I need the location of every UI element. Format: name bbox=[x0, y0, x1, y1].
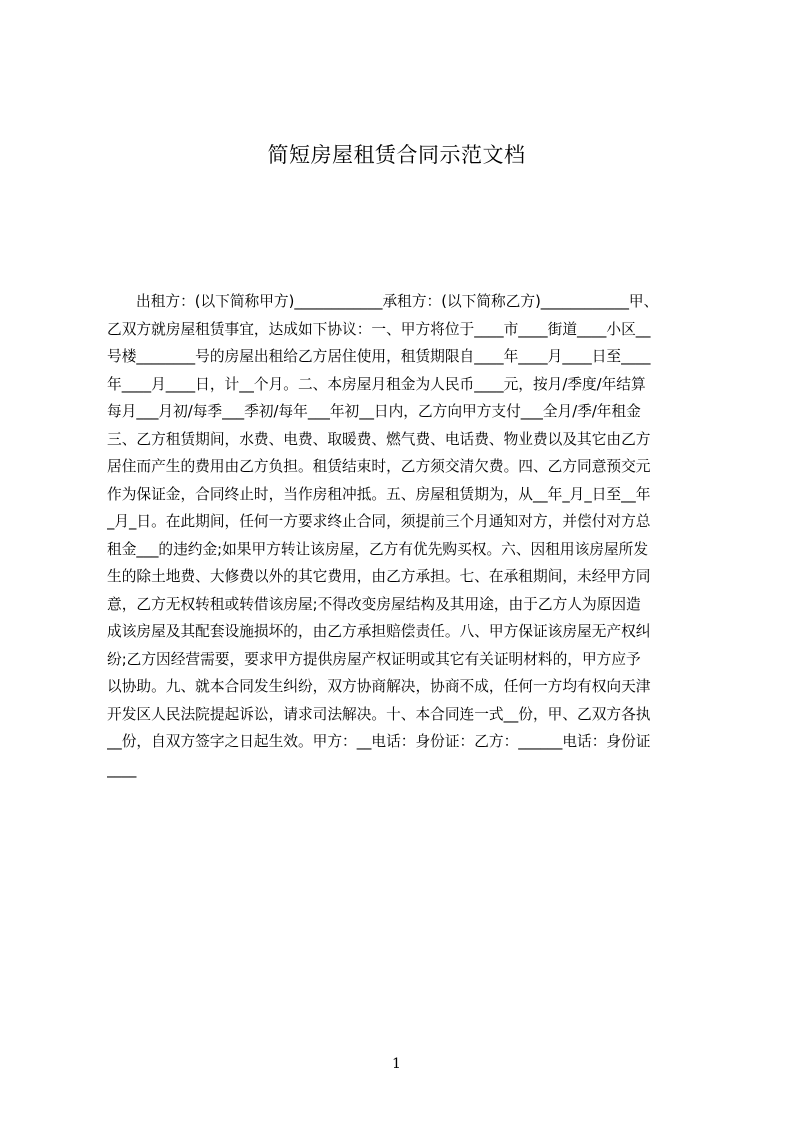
document-title: 简短房屋租赁合同示范文档 bbox=[267, 143, 526, 167]
contract-body bbox=[107, 288, 699, 783]
body-line: 意，乙方无权转租或转借该房屋;不得改变房屋结构及其用途，由于乙方人为原因造 bbox=[107, 595, 641, 613]
body-line: 年____月____日，计__个月。二、本房屋月租金为人民币____元，按月/季度/年结算 bbox=[107, 375, 646, 393]
body-line: __份，自双方签字之日起生效。甲方：__电话：身份证：乙方：______电话：身份证 bbox=[107, 733, 651, 750]
body-line: 每月___月初/每季___季初/每年___年初__日内，乙方向甲方支付___全月/季/年租金 bbox=[107, 403, 641, 420]
body-line: 居住而产生的费用由乙方负担。租赁结束时，乙方须交清欠费。四、乙方同意预交元 bbox=[107, 458, 651, 475]
body-line: 开发区人民法院提起诉讼，请求司法解决。十、本合同连一式__份，甲、乙双方各执 bbox=[107, 705, 651, 723]
body-line: 成该房屋及其配套设施损坏的，由乙方承担赔偿责任。八、甲方保证该房屋无产权纠 bbox=[107, 623, 651, 640]
body-line: 乙双方就房屋租赁事宜，达成如下协议：一、甲方将位于____市____街道____小区__ bbox=[107, 320, 651, 338]
body-line: 生的除土地费、大修费以外的其它费用，由乙方承担。七、在承租期间，未经甲方同 bbox=[107, 568, 651, 585]
page-number: 1 bbox=[392, 1056, 401, 1072]
body-line: 租金___的违约金;如果甲方转让该房屋，乙方有优先购买权。六、因租用该房屋所发 bbox=[107, 540, 649, 558]
body-line: 三、乙方租赁期间，水费、电费、取暖费、燃气费、电话费、物业费以及其它由乙方 bbox=[107, 430, 651, 448]
body-line: _月_日。在此期间，任何一方要求终止合同，须提前三个月通知对方，并偿付对方总 bbox=[107, 513, 651, 530]
body-line: 以协助。九、就本合同发生纠纷，双方协商解决，协商不成，任何一方均有权向天津 bbox=[107, 678, 651, 695]
body-line: 号楼________号的房屋出租给乙方居住使用，租赁期限自____年____月____日至____ bbox=[107, 348, 651, 365]
body-line: 作为保证金，合同终止时，当作房租冲抵。五、房屋租赁期为，从__年_月_日至__年 bbox=[107, 485, 651, 503]
body-line: 纷;乙方因经营需要，要求甲方提供房屋产权证明或其它有关证明材料的，甲方应予 bbox=[107, 650, 641, 668]
body-line: 出租方：(以下简称甲方)____________承租方：(以下简称乙方)____________甲、 bbox=[136, 293, 659, 310]
body-line: ____ bbox=[107, 760, 137, 778]
